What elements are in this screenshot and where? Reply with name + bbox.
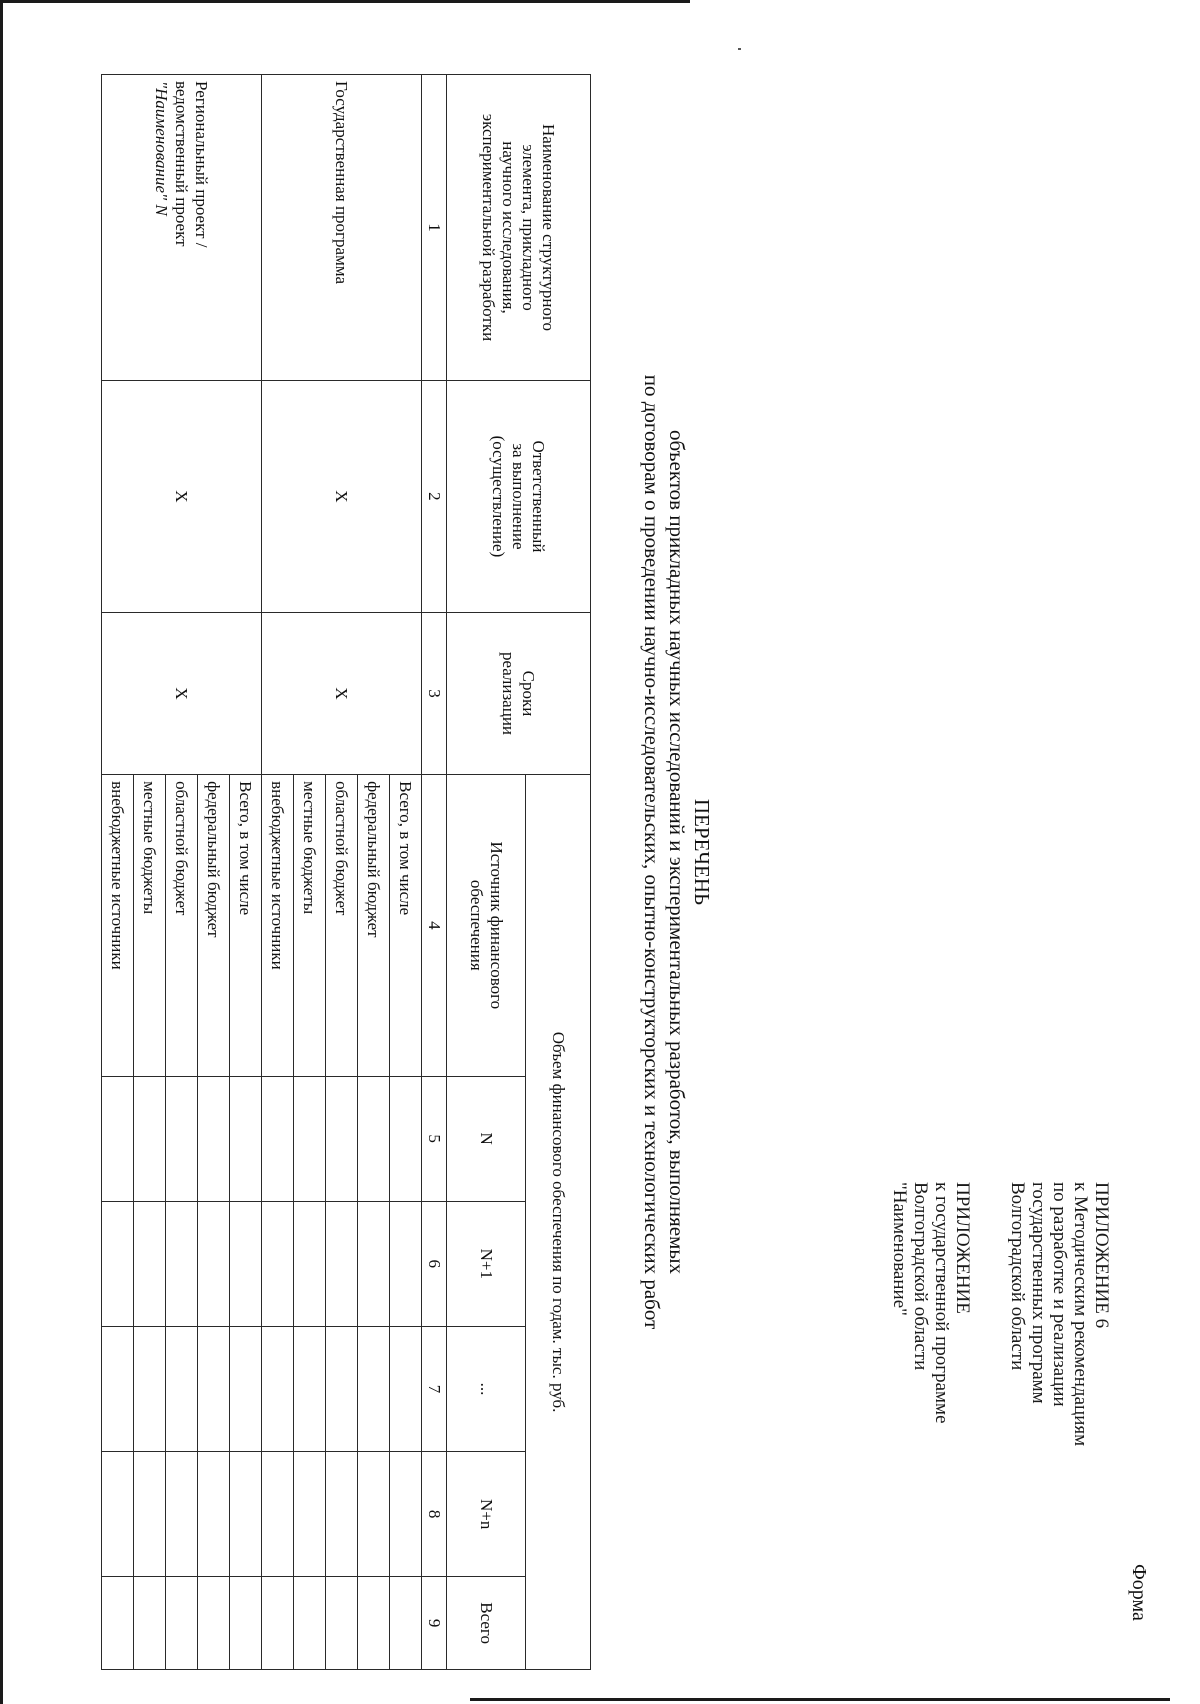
- header-responsible-cell: [447, 381, 591, 613]
- column-number: 7: [422, 1326, 447, 1451]
- appendix-main-line: Волгоградской области: [1007, 1182, 1028, 1371]
- header-terms-line: Сроки: [519, 670, 539, 717]
- row-source: местные бюджеты: [294, 775, 326, 1076]
- row-name-cell: [102, 75, 262, 381]
- row-name-line: Региональный проект /: [192, 81, 212, 248]
- header-year-n: N: [447, 1076, 526, 1201]
- column-number: 3: [422, 612, 447, 774]
- row-responsible: X: [102, 381, 262, 613]
- header-year-nn: N+n: [447, 1452, 526, 1577]
- form-label: Форма: [1128, 1564, 1150, 1621]
- column-number-row: [422, 75, 447, 1670]
- title-line-2: по договорам о проведении научно-исследовательских, опытно-конструкторских и технологических работ: [640, 374, 664, 1330]
- scan-border-top: [0, 0, 690, 3]
- row-source: областной бюджет: [326, 775, 358, 1076]
- appendix-program-line: "Наименование": [889, 1182, 910, 1316]
- scan-border-bottom: [470, 1698, 1170, 1701]
- column-number: 1: [422, 75, 447, 381]
- appendix-main-line: по разработке и реализации: [1049, 1182, 1070, 1407]
- header-row-1: [526, 75, 591, 1670]
- appendix-block: [889, 1182, 1112, 1446]
- header-terms-line: реализации: [499, 651, 519, 736]
- column-number: 4: [422, 775, 447, 1076]
- row-terms: X: [102, 612, 262, 774]
- appendix-program-line: Волгоградской области: [910, 1182, 931, 1371]
- title-line-1: объектов прикладных научных исследований и экспериментальных разработок, выполняемых: [665, 429, 689, 1275]
- header-responsible-line: Ответственный: [529, 440, 549, 553]
- row-source: внебюджетные источники: [262, 775, 294, 1076]
- header-source-cell: [447, 775, 526, 1076]
- row-source: Всего, в том числе: [390, 775, 422, 1076]
- header-name-line: элемента, прикладного: [519, 144, 539, 311]
- header-responsible-line: (осуществление): [489, 435, 509, 558]
- column-number: 2: [422, 381, 447, 613]
- column-number: 5: [422, 1076, 447, 1201]
- row-source: федеральный бюджет: [358, 775, 390, 1076]
- appendix-main-line: ПРИЛОЖЕНИЕ 6: [1091, 1182, 1112, 1329]
- row-source: федеральный бюджет: [198, 775, 230, 1076]
- header-name-line: Наименование структурного: [539, 124, 559, 332]
- header-name-line: экспериментальной разработки: [479, 113, 499, 342]
- row-source: Всего, в том числе: [230, 775, 262, 1076]
- appendix-main-line: государственных программ: [1028, 1182, 1049, 1404]
- header-year-ellipsis: ...: [447, 1326, 526, 1451]
- header-source-line: обеспечения: [467, 879, 486, 971]
- header-year-n1: N+1: [447, 1201, 526, 1326]
- row-name: Государственная программа: [332, 81, 352, 285]
- header-terms-cell: [447, 612, 591, 774]
- header-name-line: научного исследования,: [499, 141, 519, 314]
- row-name-italic: "Наименование" N: [152, 81, 172, 216]
- rotated-page: [0, 32, 1200, 1672]
- row-terms: X: [262, 612, 422, 774]
- header-funding-volume: Объем финансового обеспечения по годам. тыс. руб.: [526, 775, 591, 1670]
- appendix-program-line: к государственной программе: [931, 1182, 952, 1424]
- table-row: [230, 75, 262, 1670]
- column-number: 9: [422, 1577, 447, 1670]
- row-name-line: ведомственный проект: [172, 81, 192, 247]
- column-number: 8: [422, 1452, 447, 1577]
- row-source: местные бюджеты: [134, 775, 166, 1076]
- table-row: [390, 75, 422, 1670]
- appendix-main-line: к Методическим рекомендациям: [1070, 1182, 1091, 1447]
- row-source: областной бюджет: [166, 775, 198, 1076]
- title-heading: ПЕРЕЧЕНЬ: [690, 798, 714, 906]
- row-responsible: X: [262, 381, 422, 613]
- objects-table: [101, 74, 591, 1670]
- appendix-program-line: ПРИЛОЖЕНИЕ: [952, 1182, 973, 1314]
- document-title: [639, 152, 714, 1552]
- row-source: внебюджетные источники: [102, 775, 134, 1076]
- header-responsible-line: за выполнение: [509, 443, 529, 550]
- header-year-total: Всего: [447, 1577, 526, 1670]
- row-name-cell: [262, 75, 422, 381]
- column-number: 6: [422, 1201, 447, 1326]
- header-source-line: Источник финансового: [487, 841, 506, 1010]
- header-name-cell: [447, 75, 591, 381]
